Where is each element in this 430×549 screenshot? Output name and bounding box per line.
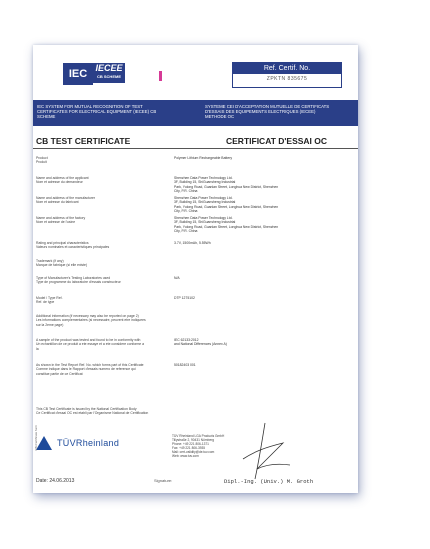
field-label: Name and address of the factory Nom et adresse de l'usine [36,216,86,225]
tuv-address: TÜV Rheinland LGA Products GmbH Tillystraße 2, 90431 Nürnberg Phone: +49 221 806-1371 Fax: +49 221 806-3935 Mail: cert-validity@de.tuv.com Web: www.tuv.com [172,434,225,458]
certificate-title-french: CERTIFICAT D'ESSAI OC [226,136,328,146]
field-value: Shenzhen Data Power Technology Ltd. 3F, Building 15, ShiGuansheng Industrial Park, Yulong Road, Guanlan Street, Longhua New District, Shenzhen City, P.R. China [174,176,279,193]
certificate-title-english: CB TEST CERTIFICATE [36,136,131,146]
field-label: Additional information (if necessary may also be reported on page 2) Les informations complementaires (si necessaire, peuvent etre indiquees sur la 2eme page) [36,314,146,327]
certificate-header [33,45,358,87]
field-value: N/A [174,276,180,280]
field-label: Name and address of the manufacturer Nom et adresse du fabricant [36,196,95,205]
certificate-sheet [33,45,358,493]
signature-label: Signature: [154,478,173,483]
tuv-brand-text: TÜVRheinland [57,438,120,448]
reference-box [232,62,342,88]
field-label: Trademark (if any) Marque de fabrique (si elle existe) [36,259,88,268]
scheme-band [33,100,358,126]
iecee-logo [93,63,125,83]
field-value: DTP 1275102 [174,296,195,300]
iecee-logo-text: IECEE [95,63,123,73]
field-value: 3.7V, 1500mAh, 5.55Wh [174,241,211,245]
field-value: Shenzhen Data Power Technology Ltd. 3F, Building 15, ShiGuansheng Industrial Park, Yulong Road, Guanlan Street, Longhua New District, Shenzhen City, P.R. China [174,196,279,213]
iec-logo: IEC [63,63,93,85]
reference-label: Ref. Certif. No. [233,63,341,74]
iecee-logo-subtitle: CB SCHEME [96,74,121,79]
scheme-band-french: SYSTEME CEI D'ACCEPTATION MUTUELLE DE CERTIFICATS D'ESSAIS DES EQUIPEMENTS ELECTRIQUES (IECEE) METHODE OC [205,104,330,119]
issuer-note: This CB Test Certificate is issued by the National Certification Body Ce Certificat d'essai OC est etabli par l'Organisme National de Certification [36,407,149,416]
form-reference-vertical: CB-Certificate form [34,425,38,451]
tuv-rheinland-logo [36,436,156,454]
field-label: Name and address of the applicant Nom et adresse du demandeur [36,176,89,185]
handwritten-signature [235,421,295,481]
field-value: IEC 62133:2012 and National Differences (Annex A) [174,338,227,347]
reference-number: ZPKTN 835675 [266,76,308,82]
title-divider [33,148,358,149]
signer-name: Dipl.-Ing. (Univ.) M. Groth [224,478,314,485]
field-value: Shenzhen Data Power Technology Ltd. 3F, Building 15, ShiGuansheng Industrial Park, Yulong Road, Guanlan Street, Longhua New District, Shenzhen City, P.R. China [174,216,279,233]
field-value: Polymer Lithium Rechargeable Battery [174,156,233,160]
tuv-triangle-icon [36,436,52,450]
scheme-band-english: IEC SYSTEM FOR MUTUAL RECOGNITION OF TEST CERTIFICATES FOR ELECTRICAL EQUIPMENT (IECEE) CB SCHEME [37,104,157,119]
field-label: As shown in the Test Report Ref. No. which forms part of this Certificate Comme indique dans le Rapport d'essais numero de reference qui constitue partie de ce Certificat [36,363,144,376]
field-label: Type of Manufacturer's Testing Laboratories used Type de programme du laboratoire d'essais constructeur [36,276,121,285]
field-label: Product Produit [36,156,48,165]
field-label: Model / Type Ref. Ref. de type [36,296,63,305]
field-label: A sample of the product was tested and found to be in conformity with Un echantillon de ce produit a ete essaye et a ete considere conforme a la [36,338,145,351]
issue-date: Date: 24.06.2013 [36,478,75,484]
pink-mark [159,71,162,81]
field-label: Rating and principal characteristics Valeurs nominales et caracteristiques principales [36,241,110,250]
field-value: 50182403 001 [174,363,196,367]
